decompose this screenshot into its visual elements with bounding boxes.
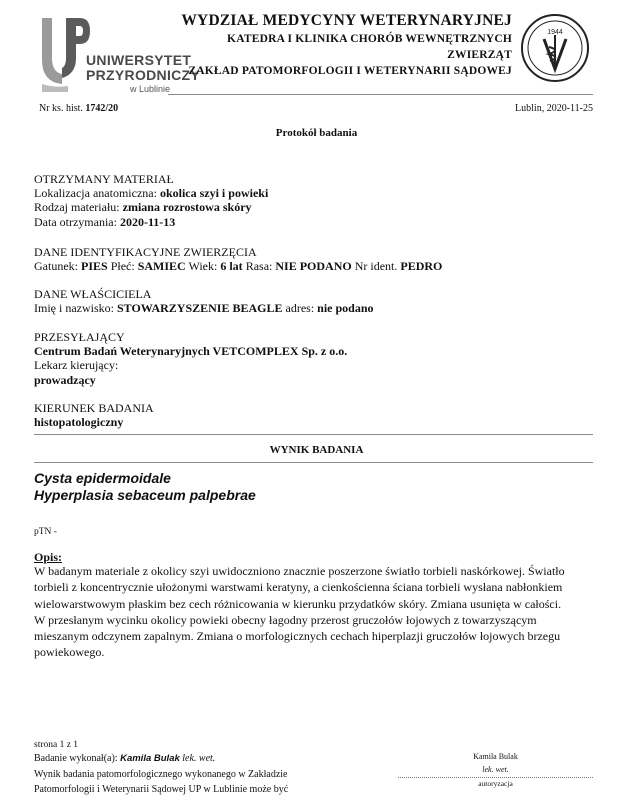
owner-name-label: Imię i nazwisko: bbox=[34, 301, 114, 315]
age-value: 6 lat bbox=[220, 259, 243, 273]
university-logo bbox=[40, 14, 200, 96]
result-divider-bottom bbox=[34, 462, 593, 463]
place-date: Lublin, 2020-11-25 bbox=[515, 103, 593, 114]
diagnosis-2: Hyperplasia sebaceum palpebrae bbox=[34, 487, 256, 503]
description-line: torbieli z koncentrycznie ułożonymi warstwami keratyny, a cienkościenna ściana torbieli wysłana nabłonkiem bbox=[34, 580, 563, 595]
department-line-2: ZWIERZĄT bbox=[447, 49, 512, 61]
faculty-name: WYDZIAŁ MEDYCYNY WETERYNARYJNEJ bbox=[181, 12, 512, 29]
header-divider bbox=[168, 94, 593, 95]
description-line: powiekowego. bbox=[34, 645, 105, 660]
history-number-label: Nr ks. hist. bbox=[39, 103, 83, 114]
owner-details bbox=[34, 301, 374, 315]
veterinary-emblem-icon bbox=[520, 13, 590, 83]
location-value: okolica szyi i powieki bbox=[159, 186, 269, 200]
referring-vet-label: Lekarz kierujący: bbox=[34, 358, 119, 372]
sex-value: SAMIEC bbox=[137, 259, 186, 273]
faculty-emblem bbox=[520, 13, 590, 83]
result-heading: WYNIK BADANIA bbox=[269, 444, 364, 456]
species-label: Gatunek: bbox=[34, 259, 78, 273]
description-line: W przesłanym wycinku okolicy powieki obecny łagodny przerost gruczołów łojowych z towarzyszącym bbox=[34, 612, 537, 627]
performed-by-label: Badanie wykonał(a): bbox=[34, 753, 118, 764]
type-value: zmiana rozrostowa skóry bbox=[122, 200, 252, 214]
animal-details bbox=[34, 259, 442, 273]
owner-name-value: STOWARZYSZENIE BEAGLE bbox=[116, 301, 283, 315]
sender-name: Centrum Badań Weterynaryjnych VETCOMPLEX Sp. z o.o. bbox=[34, 344, 348, 358]
date-value: 2020-11-13 bbox=[119, 215, 176, 229]
footer-note-line-2: Patomorfologii i Weterynarii Sądowej UP w Lublinie może być bbox=[34, 784, 289, 795]
animal-heading: DANE IDENTYFIKACYJNE ZWIERZĘCIA bbox=[34, 245, 257, 259]
diagnosis-1: Cysta epidermoidale bbox=[34, 470, 171, 486]
owner-address-label: adres: bbox=[285, 301, 315, 315]
type-label: Rodzaj materiału: bbox=[34, 200, 120, 214]
history-number: 1742/20 bbox=[85, 103, 119, 114]
signature-label: autoryzacja bbox=[478, 779, 513, 788]
emblem-year: 1944 bbox=[547, 29, 563, 36]
description-line: mieszanym odczynem zapalnym. Zmiana o morfologicznych cechach hiperplazji gruczołów łojowych brzegu bbox=[34, 629, 561, 644]
age-label: Wiek: bbox=[188, 259, 218, 273]
footer-note-line-1: Wynik badania patomorfologicznego wykonanego w Zakładzie bbox=[34, 769, 288, 780]
material-date bbox=[34, 215, 175, 229]
performed-by-name: Kamila Bulak bbox=[120, 753, 180, 764]
result-divider-top bbox=[34, 434, 593, 435]
breed-label: Rasa: bbox=[245, 259, 273, 273]
logo-line-1: UNIWERSYTET bbox=[86, 52, 192, 68]
department-line-1: KATEDRA I KLINIKA CHORÓB WEWNĘTRZNYCH bbox=[227, 33, 512, 45]
history-number-line bbox=[39, 103, 118, 114]
date-label: Data otrzymania: bbox=[34, 215, 117, 229]
page-number: strona 1 z 1 bbox=[34, 740, 79, 750]
species-value: PIES bbox=[81, 259, 108, 273]
performed-by-title: lek. wet. bbox=[182, 753, 216, 764]
unit-name: ZAKŁAD PATOMORFOLOGII I WETERYNARII SĄDOWEJ bbox=[188, 65, 512, 77]
logo-line-3: w Lublinie bbox=[130, 84, 171, 94]
performed-by bbox=[34, 753, 215, 764]
material-type bbox=[34, 200, 252, 214]
owner-heading: DANE WŁAŚCICIELA bbox=[34, 287, 152, 301]
signature-line bbox=[398, 777, 593, 778]
ptn-classification: pTN - bbox=[34, 527, 57, 537]
id-value: PEDRO bbox=[400, 259, 443, 273]
protocol-title: Protokół badania bbox=[275, 127, 358, 139]
direction-heading: KIERUNEK BADANIA bbox=[34, 401, 154, 415]
referring-vet-value: prowadzący bbox=[34, 373, 96, 387]
description-line: W badanym materiale z okolicy szyi uwidoczniono znacznie poszerzone światło torbieli naskórkowej. Światło bbox=[34, 564, 565, 578]
signature-name: Kamila Bulak bbox=[473, 752, 518, 761]
sender-heading: PRZESYŁAJĄCY bbox=[34, 330, 125, 344]
description-label: Opis: bbox=[34, 550, 63, 564]
sex-label: Płeć: bbox=[110, 259, 135, 273]
material-location bbox=[34, 186, 268, 200]
signature-title: lek. wet. bbox=[482, 765, 509, 774]
breed-value: NIE PODANO bbox=[275, 259, 352, 273]
location-label: Lokalizacja anatomiczna: bbox=[34, 186, 157, 200]
material-heading: OTRZYMANY MATERIAŁ bbox=[34, 172, 174, 186]
description-text bbox=[34, 563, 594, 661]
direction-value: histopatologiczny bbox=[34, 415, 124, 429]
description-line: wielowarstwowym płaskim bez cech różnicowania w kierunku przydatków skóry. Zmiana usunięta w całości. bbox=[34, 596, 562, 611]
id-label: Nr ident. bbox=[354, 259, 398, 273]
logo-line-2: PRZYRODNICZY bbox=[86, 67, 201, 83]
owner-address-value: nie podano bbox=[317, 301, 374, 315]
university-logo-icon bbox=[40, 14, 90, 92]
